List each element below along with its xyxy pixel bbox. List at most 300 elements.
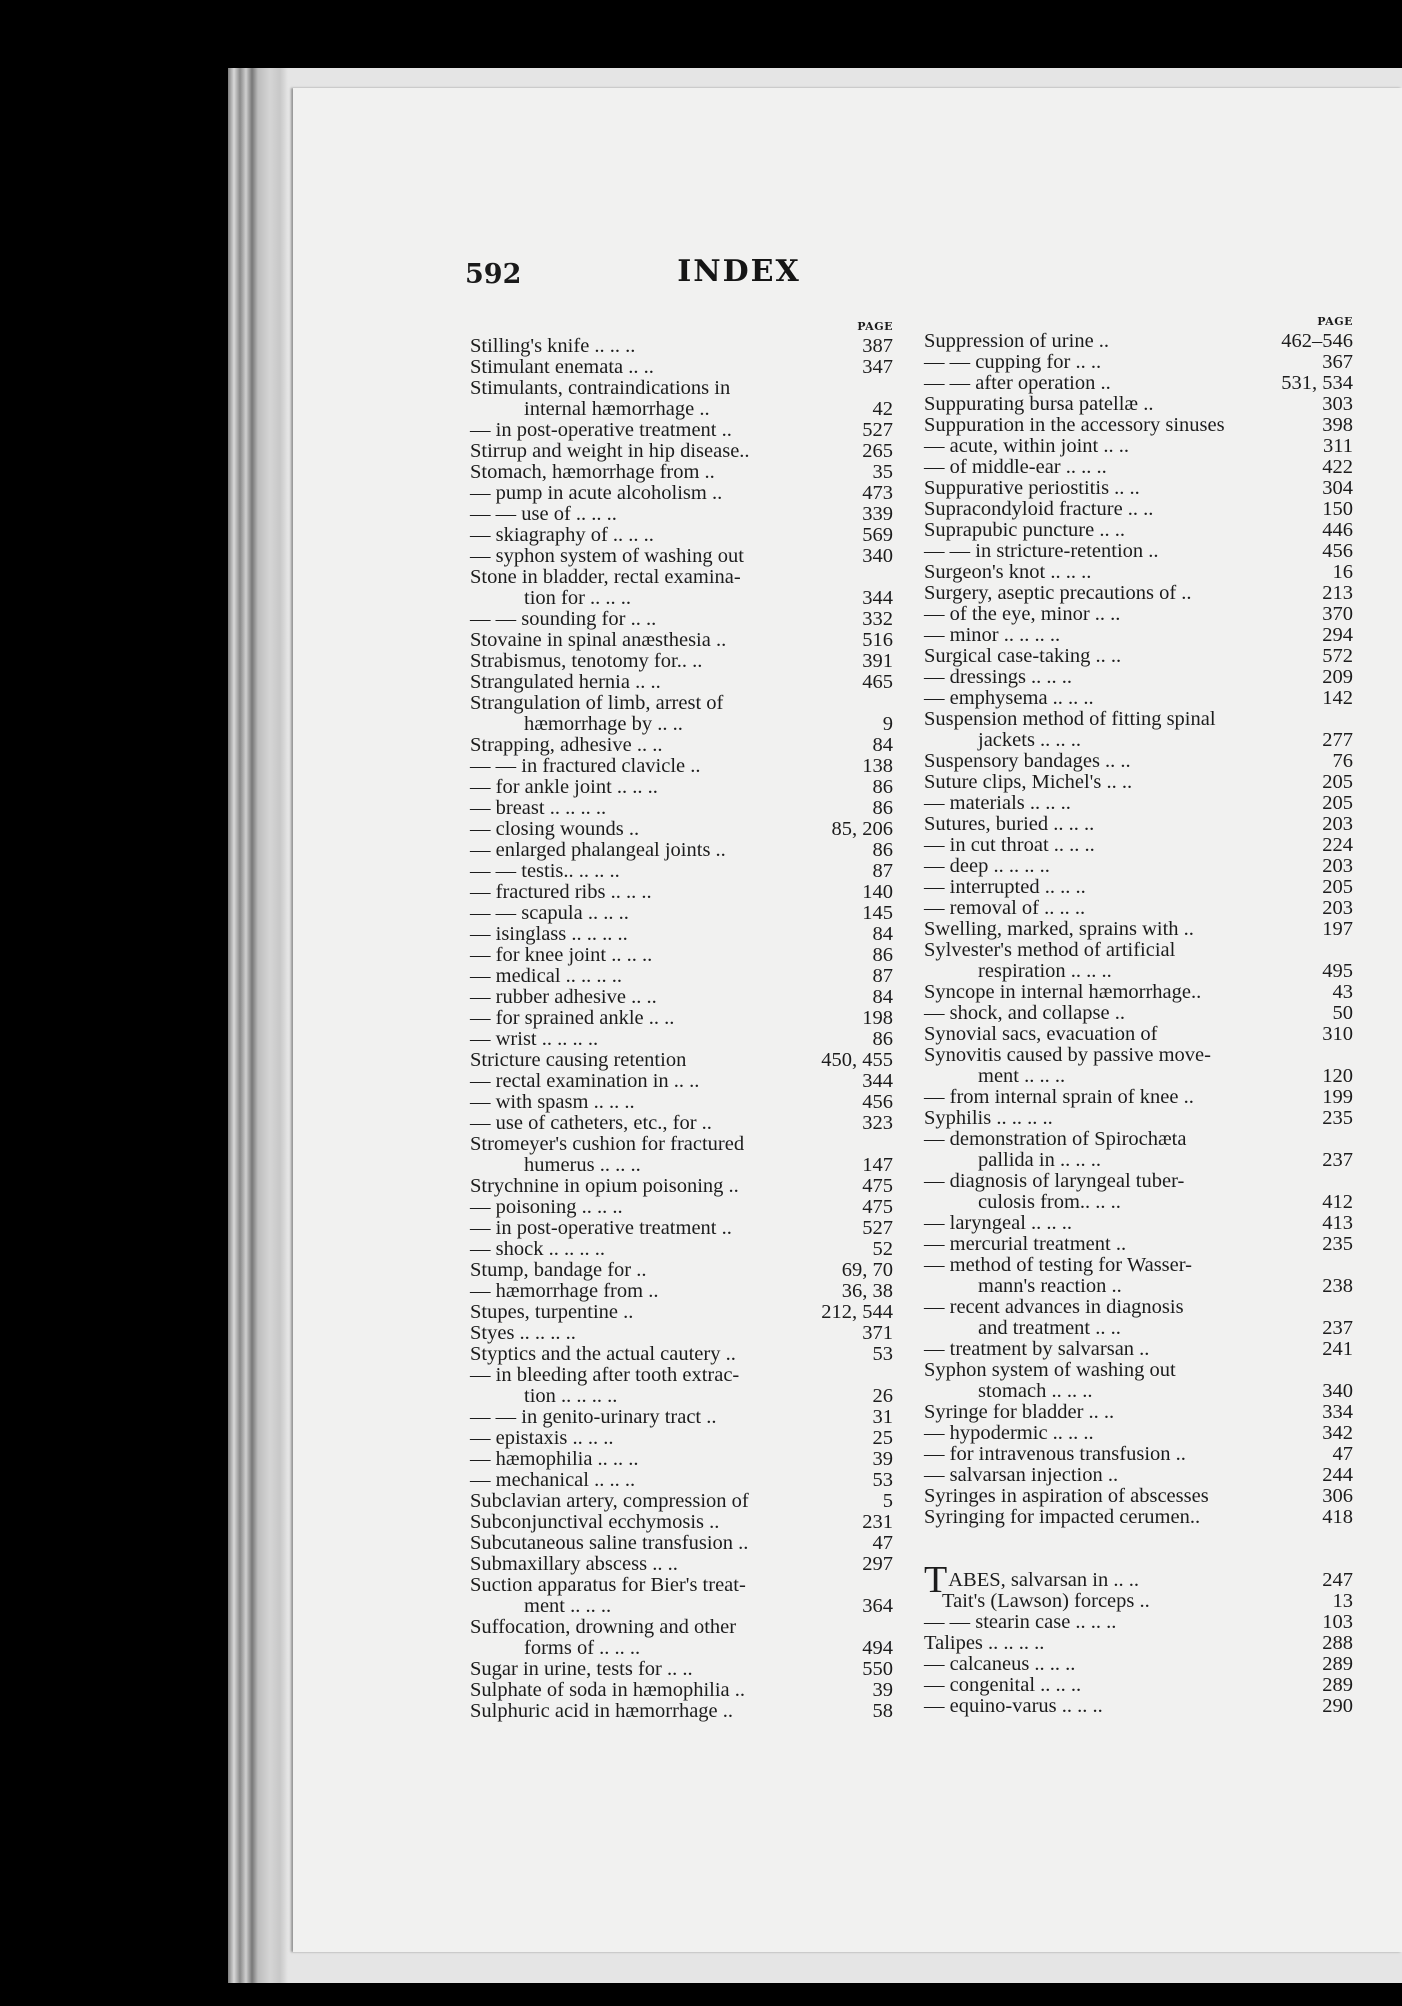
index-entry (470, 336, 895, 357)
index-entry (924, 1108, 1355, 1129)
index-entry (924, 1024, 1355, 1045)
index-entry-page: 387 (862, 335, 893, 357)
index-entry (924, 1066, 1355, 1087)
index-entry-page: 288 (1322, 1632, 1353, 1654)
index-entry (470, 588, 895, 609)
index-entry-text: Styes .. .. .. .. (470, 1322, 576, 1344)
index-entry (470, 546, 895, 567)
index-entry-text: Suture clips, Michel's .. .. (924, 771, 1133, 793)
index-entry-page: 205 (1322, 792, 1353, 814)
index-entry (924, 982, 1355, 1003)
index-entry (470, 1512, 895, 1533)
index-entry-text: Strangulation of limb, arrest of (470, 692, 724, 714)
index-entry (470, 903, 895, 924)
index-entry (924, 1171, 1355, 1192)
index-entry-text: — rectal examination in .. .. (470, 1070, 700, 1092)
index-entry-text: — — in stricture-retention .. (924, 540, 1159, 562)
index-entry-page: 145 (862, 902, 893, 924)
index-entry-page: 86 (872, 944, 893, 966)
index-entry-text: — syphon system of washing out (470, 545, 744, 567)
index-entry (470, 441, 895, 462)
index-entry (470, 420, 895, 441)
index-entry-page: 344 (862, 587, 893, 609)
index-entry-page: 205 (1322, 771, 1353, 793)
index-entry (470, 1617, 895, 1638)
index-entry-text: jackets .. .. .. (978, 729, 1082, 751)
index-entry-text: Syringes in aspiration of abscesses (924, 1485, 1209, 1507)
index-entry-text: Syphilis .. .. .. .. (924, 1107, 1053, 1129)
index-entry-text: and treatment .. .. (978, 1317, 1121, 1339)
index-entry (924, 1087, 1355, 1108)
index-entry (924, 1507, 1355, 1528)
index-entry-text: Sugar in urine, tests for .. .. (470, 1658, 693, 1680)
index-entry (924, 562, 1355, 583)
index-entry-page: 47 (1332, 1443, 1353, 1465)
index-entry-text: Suppression of urine .. (924, 330, 1110, 352)
index-entry-text: Stimulant enemata .. .. (470, 356, 654, 378)
index-entry-page: 323 (862, 1112, 893, 1134)
index-entry (924, 709, 1355, 730)
index-entry (470, 1596, 895, 1617)
index-entry (924, 352, 1355, 373)
index-entry (470, 882, 895, 903)
index-entry-text: — of middle-ear .. .. .. (924, 456, 1107, 478)
index-entry-text: — hypodermic .. .. .. (924, 1422, 1094, 1444)
index-entry (924, 625, 1355, 646)
index-entry (470, 1323, 895, 1344)
index-entry (924, 961, 1355, 982)
index-entry-page: 42 (872, 398, 893, 420)
index-entry-page: 147 (862, 1154, 893, 1176)
index-entry-page: 446 (1322, 519, 1353, 541)
index-entry-text: — — sounding for .. .. (470, 608, 657, 630)
index-entry (924, 1486, 1355, 1507)
index-entry-page: 364 (862, 1595, 893, 1617)
index-entry-page: 86 (872, 839, 893, 861)
index-entry (470, 777, 895, 798)
index-entry (470, 1071, 895, 1092)
index-entry-text: Stupes, turpentine .. (470, 1301, 634, 1323)
index-entry-text: — isinglass .. .. .. .. (470, 923, 628, 945)
index-entry (924, 583, 1355, 604)
index-entry-text: — rubber adhesive .. .. (470, 986, 657, 1008)
index-entry-text: internal hæmorrhage .. (524, 398, 710, 420)
index-entry-text: — wrist .. .. .. .. (470, 1028, 599, 1050)
index-entry-page: 50 (1332, 1002, 1353, 1024)
index-entry (470, 1113, 895, 1134)
index-entry (924, 772, 1355, 793)
index-entry (924, 877, 1355, 898)
index-entry-text: — deep .. .. .. .. (924, 855, 1050, 877)
index-entry-text: Suppuration in the accessory sinuses (924, 414, 1225, 436)
index-entry (470, 1449, 895, 1470)
index-entry-text: Subcutaneous saline transfusion .. (470, 1532, 749, 1554)
index-entry-text: — use of catheters, etc., for .. (470, 1112, 712, 1134)
index-entry-page: 531, 534 (1281, 372, 1353, 394)
index-entry-page: 120 (1322, 1065, 1353, 1087)
index-entry (470, 378, 895, 399)
index-entry-text: tion for .. .. .. (524, 587, 632, 609)
index-entry (470, 966, 895, 987)
index-entry-text: — shock .. .. .. .. (470, 1238, 605, 1260)
index-entry (924, 1045, 1355, 1066)
index-entry (924, 1675, 1355, 1696)
index-entry-page: 237 (1322, 1149, 1353, 1171)
index-entry-text: Sutures, buried .. .. .. (924, 813, 1095, 835)
index-entry-page: 84 (872, 923, 893, 945)
index-entry-text: — pump in acute alcoholism .. (470, 482, 723, 504)
index-entry (924, 604, 1355, 625)
index-entry-text: stomach .. .. .. (978, 1380, 1093, 1402)
index-entry-text: Supracondyloid fracture .. .. (924, 498, 1154, 520)
index-entry-text: Syphon system of washing out (924, 1359, 1176, 1381)
index-entry (470, 462, 895, 483)
index-entry (924, 1612, 1355, 1633)
index-entry (924, 415, 1355, 436)
index-entry-page: 84 (872, 734, 893, 756)
index-entry-text: Strapping, adhesive .. .. (470, 734, 663, 756)
index-entry-page: 203 (1322, 897, 1353, 919)
index-entry (470, 1638, 895, 1659)
index-entry-page: 265 (862, 440, 893, 462)
index-entry-text: Suprapubic puncture .. .. (924, 519, 1125, 541)
index-entry (924, 856, 1355, 877)
index-entry (470, 1533, 895, 1554)
index-entry (470, 987, 895, 1008)
index-entry (924, 436, 1355, 457)
index-entry-text: — — cupping for .. .. (924, 351, 1102, 373)
index-entry (470, 357, 895, 378)
index-entry (924, 1423, 1355, 1444)
index-entry (470, 714, 895, 735)
index-entry-text: forms of .. .. .. (524, 1637, 641, 1659)
index-entry-text: — skiagraphy of .. .. .. (470, 524, 654, 546)
index-entry-page: 342 (1322, 1422, 1353, 1444)
index-entry-page: 205 (1322, 876, 1353, 898)
page-column-label: PAGE (857, 320, 893, 333)
index-entry-page: 25 (872, 1427, 893, 1449)
index-entry-page: 412 (1322, 1191, 1353, 1213)
index-entry-text: — closing wounds .. (470, 818, 640, 840)
index-entry-text: — in post-operative treatment .. (470, 419, 732, 441)
index-entry-text: — mechanical .. .. .. (470, 1469, 636, 1491)
index-entry-text: — minor .. .. .. .. (924, 624, 1061, 646)
index-entry-text: hæmorrhage by .. .. (524, 713, 683, 735)
index-entry-text: — emphysema .. .. .. (924, 687, 1094, 709)
index-entry-text: Sulphuric acid in hæmorrhage .. (470, 1700, 734, 1722)
index-entry-text: Strangulated hernia .. .. (470, 671, 661, 693)
index-entry-page: 212, 544 (821, 1301, 893, 1323)
index-entry-page: 86 (872, 1028, 893, 1050)
index-entry (924, 1297, 1355, 1318)
index-entry (470, 861, 895, 882)
index-entry-text: Syringing for impacted cerumen.. (924, 1506, 1201, 1528)
page-number: 592 (465, 259, 522, 290)
index-entry-text: Suppurative periostitis .. .. (924, 477, 1140, 499)
index-entry-page: 199 (1322, 1086, 1353, 1108)
index-entry-page: 52 (872, 1238, 893, 1260)
index-entry-page: 213 (1322, 582, 1353, 604)
index-entry-page: 516 (862, 629, 893, 651)
index-entry-text: Suspensory bandages .. .. (924, 750, 1131, 772)
index-entry-page: 209 (1322, 666, 1353, 688)
index-entry (924, 541, 1355, 562)
index-entry-page: 87 (872, 860, 893, 882)
index-entry-page: 247 (1322, 1569, 1353, 1591)
index-entry-page: 142 (1322, 687, 1353, 709)
index-entry (924, 373, 1355, 394)
index-entry-text: — — in genito-urinary tract .. (470, 1406, 717, 1428)
index-entry (470, 735, 895, 756)
index-entry-text: — breast .. .. .. .. (470, 797, 607, 819)
index-entry (470, 567, 895, 588)
index-entry-page: 16 (1332, 561, 1353, 583)
index-entry-text: — calcaneus .. .. .. (924, 1653, 1076, 1675)
index-entry-page: 289 (1322, 1653, 1353, 1675)
index-entry (924, 1003, 1355, 1024)
index-entry-text: Talipes .. .. .. .. (924, 1632, 1045, 1654)
index-entry (470, 798, 895, 819)
index-entry-page: 344 (862, 1070, 893, 1092)
index-entry-text: Surgery, aseptic precautions of .. (924, 582, 1192, 604)
index-entry-text: — acute, within joint .. .. (924, 435, 1129, 457)
index-entry (924, 499, 1355, 520)
index-entry-page: 290 (1322, 1695, 1353, 1717)
index-entry (924, 940, 1355, 961)
index-entry (470, 1260, 895, 1281)
index-entry-text: — fractured ribs .. .. .. (470, 881, 652, 903)
index-entry-page: 244 (1322, 1464, 1353, 1486)
index-entry-text: ABES, salvarsan in .. .. (948, 1569, 1139, 1591)
index-entry-page: 311 (1323, 435, 1353, 457)
index-entry-text: — mercurial treatment .. (924, 1233, 1127, 1255)
index-entry (470, 399, 895, 420)
index-entry-page: 76 (1332, 750, 1353, 772)
index-entry-text: — — use of .. .. .. (470, 503, 617, 525)
index-entry-page: 495 (1322, 960, 1353, 982)
index-entry-text: — treatment by salvarsan .. (924, 1338, 1150, 1360)
index-entry (924, 919, 1355, 940)
index-entry (924, 1234, 1355, 1255)
index-entry-page: 494 (862, 1637, 893, 1659)
index-entry-page: 103 (1322, 1611, 1353, 1633)
index-entry (470, 1491, 895, 1512)
index-entry-page: 294 (1322, 624, 1353, 646)
index-entry-page: 303 (1322, 393, 1353, 415)
index-entry-page: 26 (872, 1385, 893, 1407)
index-entry-text: — demonstration of Spirochæta (924, 1128, 1187, 1150)
index-entry-page: 475 (862, 1175, 893, 1197)
index-entry (470, 651, 895, 672)
index-entry (470, 1659, 895, 1680)
index-entry-text: — hæmophilia .. .. .. (470, 1448, 639, 1470)
index-entry (924, 898, 1355, 919)
index-entry (470, 756, 895, 777)
index-entry-text: — with spasm .. .. .. (470, 1091, 635, 1113)
index-entry (470, 945, 895, 966)
index-entry-page: 462–546 (1281, 330, 1353, 352)
drop-cap: T (924, 1559, 948, 1601)
index-entry-text: — from internal sprain of knee .. (924, 1086, 1194, 1108)
index-entry-text: Surgical case-taking .. .. (924, 645, 1122, 667)
index-entry-text: — epistaxis .. .. .. (470, 1427, 614, 1449)
index-entry (470, 1029, 895, 1050)
index-entry-page: 304 (1322, 477, 1353, 499)
index-entry-text: — medical .. .. .. .. (470, 965, 623, 987)
index-entry (470, 924, 895, 945)
index-entry-page: 306 (1322, 1485, 1353, 1507)
index-entry-page: 43 (1332, 981, 1353, 1003)
index-entry (470, 525, 895, 546)
index-entry-text: — salvarsan injection .. (924, 1464, 1119, 1486)
index-entry-page: 527 (862, 1217, 893, 1239)
index-entry-text: Swelling, marked, sprains with .. (924, 918, 1194, 940)
index-entry-text: — dressings .. .. .. (924, 666, 1073, 688)
index-entry-page: 413 (1322, 1212, 1353, 1234)
index-entry-page: 572 (1322, 645, 1353, 667)
index-entry-text: Synovitis caused by passive move- (924, 1044, 1211, 1066)
index-entry (924, 1402, 1355, 1423)
index-entry (470, 1428, 895, 1449)
index-entry (470, 1680, 895, 1701)
index-entry-text: Suspension method of fitting spinal (924, 708, 1216, 730)
index-entry-page: 86 (872, 797, 893, 819)
page-column-label: PAGE (1317, 315, 1353, 328)
index-entry (470, 1302, 895, 1323)
index-entry-text: Stomach, hæmorrhage from .. (470, 461, 715, 483)
index-entry-text: — for ankle joint .. .. .. (470, 776, 658, 798)
index-entry (470, 1554, 895, 1575)
index-entry-text: — diagnosis of laryngeal tuber- (924, 1170, 1185, 1192)
index-entry-page: 527 (862, 419, 893, 441)
index-entry-page: 334 (1322, 1401, 1353, 1423)
index-entry-text: — method of testing for Wasser- (924, 1254, 1192, 1276)
index-entry (470, 1470, 895, 1491)
index-entry-text: ment .. .. .. (978, 1065, 1066, 1087)
index-entry-page: 9 (882, 713, 893, 735)
index-entry-page: 47 (872, 1532, 893, 1554)
index-entry-text: — enlarged phalangeal joints .. (470, 839, 726, 861)
index-entry-page: 422 (1322, 456, 1353, 478)
index-entry (470, 1050, 895, 1071)
index-entry-text: — hæmorrhage from .. (470, 1280, 659, 1302)
index-entry-text: Sylvester's method of artificial (924, 939, 1176, 961)
index-entry (470, 504, 895, 525)
index-entry (470, 1092, 895, 1113)
index-entry (470, 1239, 895, 1260)
index-entry-page: 203 (1322, 813, 1353, 835)
index-entry-text: Strychnine in opium poisoning .. (470, 1175, 739, 1197)
section-gap (924, 1528, 1355, 1570)
index-entry-text: Syncope in internal hæmorrhage.. (924, 981, 1202, 1003)
index-entry (470, 1701, 895, 1722)
index-entry-text: Stromeyer's cushion for fractured (470, 1133, 745, 1155)
page-title: INDEX (677, 254, 801, 289)
index-entry-page: 39 (872, 1448, 893, 1470)
index-entry-page: 391 (862, 650, 893, 672)
index-entry-text: Suction apparatus for Bier's treat- (470, 1574, 746, 1596)
index-entry-page: 31 (872, 1406, 893, 1428)
index-entry (924, 331, 1355, 352)
index-entry-page: 465 (862, 671, 893, 693)
index-entry (924, 835, 1355, 856)
index-entry (470, 630, 895, 651)
index-entry-text: mann's reaction .. (978, 1275, 1122, 1297)
index-entry (924, 1129, 1355, 1150)
index-entry-text: — for sprained ankle .. .. (470, 1007, 675, 1029)
index-entry-text: culosis from.. .. .. (978, 1191, 1121, 1213)
index-entry-text: — poisoning .. .. .. (470, 1196, 623, 1218)
index-entry-text: Stricture causing retention (470, 1049, 687, 1071)
index-entry-text: Stovaine in spinal anæsthesia .. (470, 629, 727, 651)
index-entry-page: 138 (862, 755, 893, 777)
index-entry (470, 1197, 895, 1218)
index-entry (470, 1134, 895, 1155)
index-entry (470, 483, 895, 504)
index-entry-text: — for intravenous transfusion .. (924, 1443, 1186, 1465)
index-entry (470, 1281, 895, 1302)
index-entry-page: 339 (862, 503, 893, 525)
index-entry (470, 1407, 895, 1428)
index-entry (924, 478, 1355, 499)
index-entry-page: 235 (1322, 1107, 1353, 1129)
index-entry-text: Surgeon's knot .. .. .. (924, 561, 1092, 583)
index-entry (924, 457, 1355, 478)
index-entry (470, 1155, 895, 1176)
index-entry-text: Strabismus, tenotomy for.. .. (470, 650, 703, 672)
index-entry (470, 609, 895, 630)
index-entry (470, 1386, 895, 1407)
index-entry-page: 475 (862, 1196, 893, 1218)
index-entry (924, 1213, 1355, 1234)
index-entry-page: 69, 70 (841, 1259, 893, 1281)
index-entry (924, 751, 1355, 772)
index-entry-text: Suppurating bursa patellæ .. (924, 393, 1154, 415)
index-entry (924, 1276, 1355, 1297)
index-entry-page: 450, 455 (821, 1049, 893, 1071)
index-entry-page: 398 (1322, 414, 1353, 436)
index-entry (924, 1465, 1355, 1486)
index-entry-page: 58 (872, 1700, 893, 1722)
index-entry-text: Stump, bandage for .. (470, 1259, 647, 1281)
index-entry-text: Suffocation, drowning and other (470, 1616, 737, 1638)
index-entry-page: 13 (1332, 1590, 1353, 1612)
index-entry (470, 840, 895, 861)
index-entry-page: 289 (1322, 1674, 1353, 1696)
index-entry (470, 1218, 895, 1239)
index-entry-page: 5 (882, 1490, 893, 1512)
index-entry-page: 456 (862, 1091, 893, 1113)
index-entry-page: 340 (1322, 1380, 1353, 1402)
index-entry-page: 85, 206 (831, 818, 893, 840)
index-entry-page: 53 (872, 1469, 893, 1491)
index-entry-text: — removal of .. .. .. (924, 897, 1086, 919)
index-entry-page: 198 (862, 1007, 893, 1029)
index-entry-page: 297 (862, 1553, 893, 1575)
index-entry (924, 520, 1355, 541)
index-entry-page: 550 (862, 1658, 893, 1680)
index-entry-page: 340 (862, 545, 893, 567)
index-entry-page: 371 (862, 1322, 893, 1344)
index-entry-page: 473 (862, 482, 893, 504)
index-entry (924, 793, 1355, 814)
index-entry-page: 569 (862, 524, 893, 546)
index-entry-text: Subconjunctival ecchymosis .. (470, 1511, 720, 1533)
index-entry-page: 53 (872, 1343, 893, 1365)
index-entry-text: — equino-varus .. .. .. (924, 1695, 1103, 1717)
index-entry-text: — recent advances in diagnosis (924, 1296, 1184, 1318)
index-entry-page: 231 (862, 1511, 893, 1533)
